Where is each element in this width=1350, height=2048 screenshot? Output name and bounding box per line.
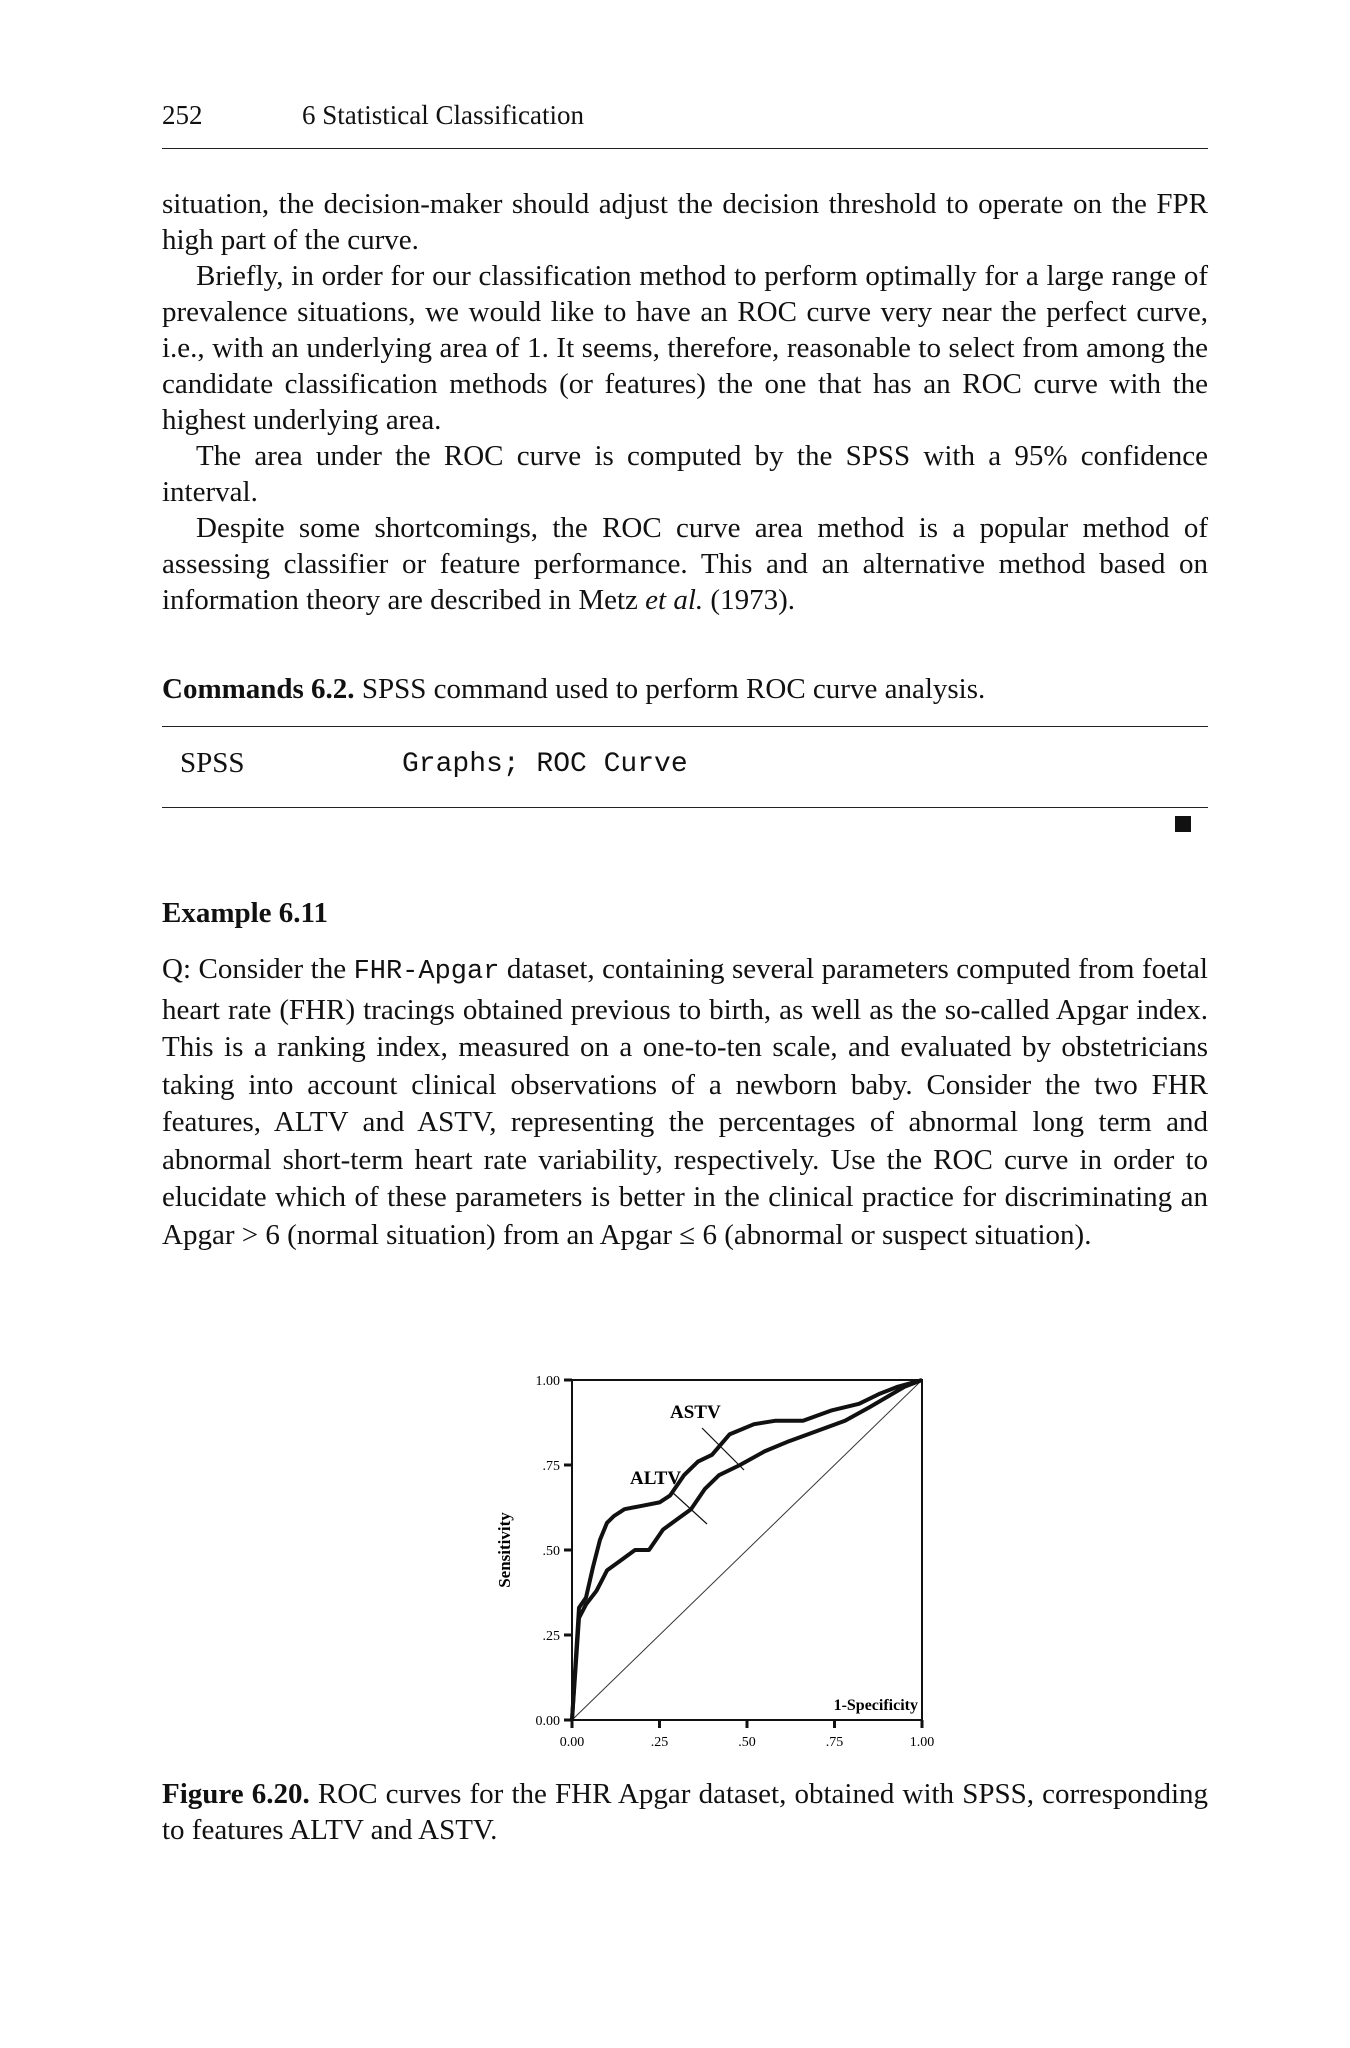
figure-label: Figure 6.20. [162,1778,310,1810]
example-title: Example 6.11 [162,897,328,929]
figure-caption-text: ROC curves for the FHR Apgar dataset, obtained with SPSS, corresponding to features ALTV and ASTV. [162,1778,1208,1846]
y-tick-label: 1.00 [535,1374,560,1389]
commands-tool: SPSS [180,747,245,779]
annotation-astv: ASTV [670,1402,721,1423]
paragraph-1: situation, the decision-maker should adjust the decision threshold to operate on the FPR high part of the curve. [162,188,1208,256]
paragraph-4-pre: Despite some shortcomings, the ROC curve area method is a popular method of assessing classifier or feature performance. This and an alternative method based on information theory are described in Metz [162,512,1208,616]
paragraph-4 [162,510,1208,618]
body-text [162,186,1208,618]
annotation-astv-arrow [702,1428,744,1470]
x-tick-label: 1.00 [909,1735,935,1750]
commands-label: Commands 6.2. [162,673,355,705]
commands-menu-path: Graphs; ROC Curve [402,749,688,780]
y-tick-label: .25 [542,1629,560,1644]
example-body [162,951,1208,1254]
annotation-altv: ALTV [630,1468,682,1489]
y-tick-label: 0.00 [535,1714,560,1729]
y-axis-label: Sensitivity [495,1512,514,1588]
commands-caption [162,673,985,706]
roc-figure [482,1360,1082,1780]
x-tick-label: 0.00 [559,1735,585,1750]
end-of-box-marker [1175,816,1191,832]
chapter-title: 6 Statistical Classification [302,100,584,130]
x-tick-label: .75 [825,1735,844,1750]
example-q-prefix: Q: Consider the [162,953,354,985]
paragraph-4-post: (1973). [703,584,795,616]
page-number: 252 [162,100,203,130]
paragraph-4-italic: et al. [645,584,704,616]
y-tick-label: .75 [542,1459,560,1474]
example-question [162,951,1208,1254]
example-q-text: dataset, containing several parameters computed from foetal heart rate (FHR) tracings obtained previous to birth, as well as the so-called Apgar index. This is a ranking index, measured on a one-to-ten scale, and evaluated by obstetricians taking into account clinical observations of a newborn baby. Consider the two FHR features, ALTV and ASTV, representing the percentages of abnormal long term and abnormal short-term heart rate variability, respectively. Use the ROC curve in order to elucidate which of these parameters is better in the clinical practice for discriminating an Apgar > 6 (normal situation) from an Apgar ≤ 6 (abnormal or suspect situation). [162,953,1208,1251]
y-tick-label: .50 [542,1544,560,1559]
x-tick-label: .25 [650,1735,669,1750]
paragraph-3: The area under the ROC curve is computed by the SPSS with a 95% confidence interval. [162,440,1208,508]
x-axis-label: 1-Specificity [833,1697,918,1714]
paragraph-2: Briefly, in order for our classification method to perform optimally for a large range of prevalence situations, we would like to have an ROC curve very near the perfect curve, i.e., with an underlying area of 1. It seems, therefore, reasonable to select from among the candidate classification methods (or features) the one that has an ROC curve with the highest underlying area. [162,260,1208,436]
dataset-name: FHR-Apgar [353,957,500,987]
figure-caption [162,1776,1208,1848]
running-header [162,100,1208,149]
commands-caption-text: SPSS command used to perform ROC curve analysis. [354,673,986,705]
reference-diagonal [572,1380,922,1720]
x-tick-label: .50 [738,1735,756,1750]
roc-chart [482,1360,1082,1780]
commands-table [162,726,1208,808]
